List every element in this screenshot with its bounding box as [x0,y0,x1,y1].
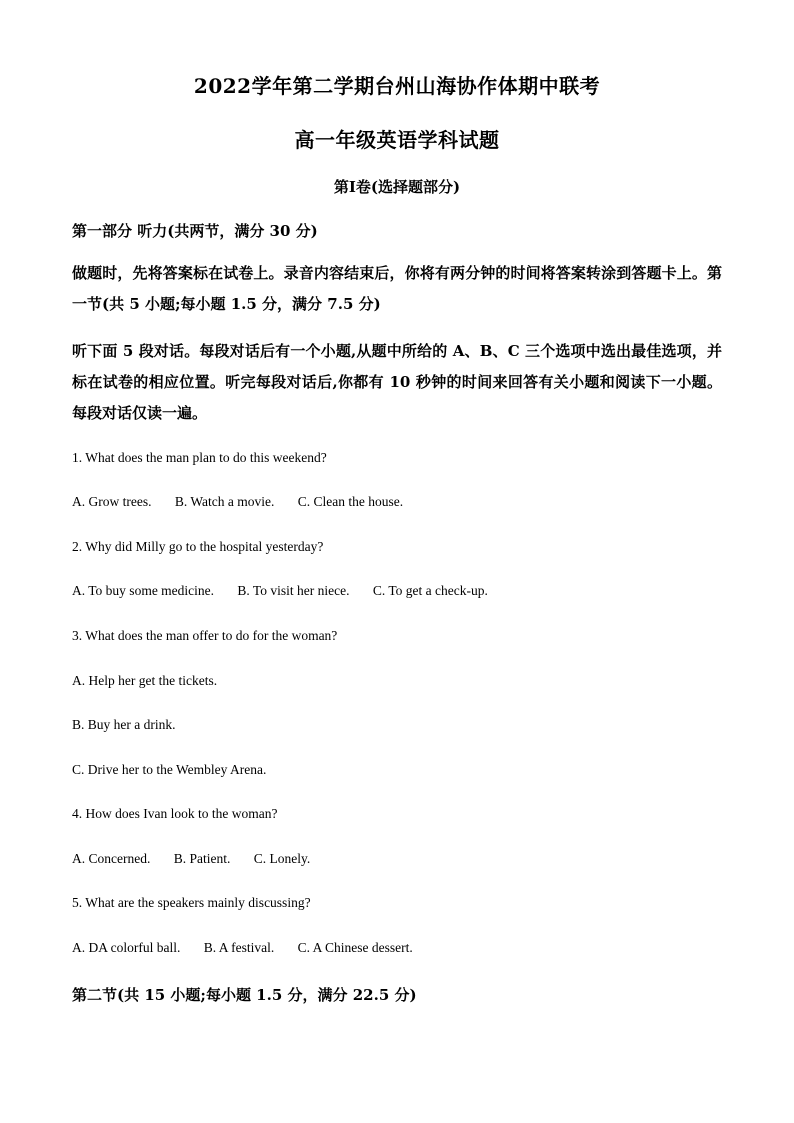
volume-title: 第Ⅰ卷(选择题部分) [333,178,461,196]
q3-option-c: C. Drive her to the Wembley Arena. [72,762,267,777]
q4-option-a: A. Concerned. [72,851,151,866]
section1-intro: 听下面 5 段对话。每段对话后有一个小题,从题中所给的 A、B、C 三个选项中选出最佳选项，并标在试卷的相应位置。听完每段对话后,你都有 10 秒钟的时间来回答有关小题和阅读下一小题。每段对话仅读一遍。 [72,342,722,422]
q1-option-b: B. Watch a movie. [174,494,275,509]
q4-option-b: B. Patient. [173,851,231,866]
question-5-options [72,940,433,956]
q1-option-c: C. Clean the house. [297,494,404,509]
question-2-stem: 2. Why did Milly go to the hospital yesterday? [72,539,324,554]
q2-option-b: B. To visit her niece. [237,583,350,598]
q4-option-c: C. Lonely. [253,851,311,866]
q5-option-b: B. A festival. [203,940,275,955]
q3-option-a: A. Help her get the tickets. [72,673,218,688]
q5-option-a: A. DA colorful ball. [72,940,181,955]
q2-option-c: C. To get a check-up. [372,583,488,598]
exam-title: 2022学年第二学期台州山海协作体期中联考 [193,74,601,98]
part1-instruction: 做题时，先将答案标在试卷上。录音内容结束后，你将有两分钟的时间将答案转涂到答题卡上。第一节(共 5 小题;每小题 1.5 分，满分 7.5 分) [72,264,722,313]
q2-option-a: A. To buy some medicine. [72,583,215,598]
question-2-options [72,583,508,599]
question-3-stem: 3. What does the man offer to do for the woman? [72,628,338,643]
part1-heading: 第一部分 听力(共两节，满分 30 分) [72,222,318,240]
subject-title: 高一年级英语学科试题 [294,128,500,152]
question-4-stem: 4. How does Ivan look to the woman? [72,806,278,821]
q1-option-a: A. Grow trees. [72,494,152,509]
question-5-stem: 5. What are the speakers mainly discussing? [72,895,311,910]
q3-option-b: B. Buy her a drink. [72,717,176,732]
question-4-options [72,851,330,867]
section2-heading: 第二节(共 15 小题;每小题 1.5 分，满分 22.5 分) [72,986,417,1004]
q5-option-c: C. A Chinese dessert. [297,940,413,955]
question-1-options [72,494,423,510]
question-1-stem: 1. What does the man plan to do this weekend? [72,450,327,465]
